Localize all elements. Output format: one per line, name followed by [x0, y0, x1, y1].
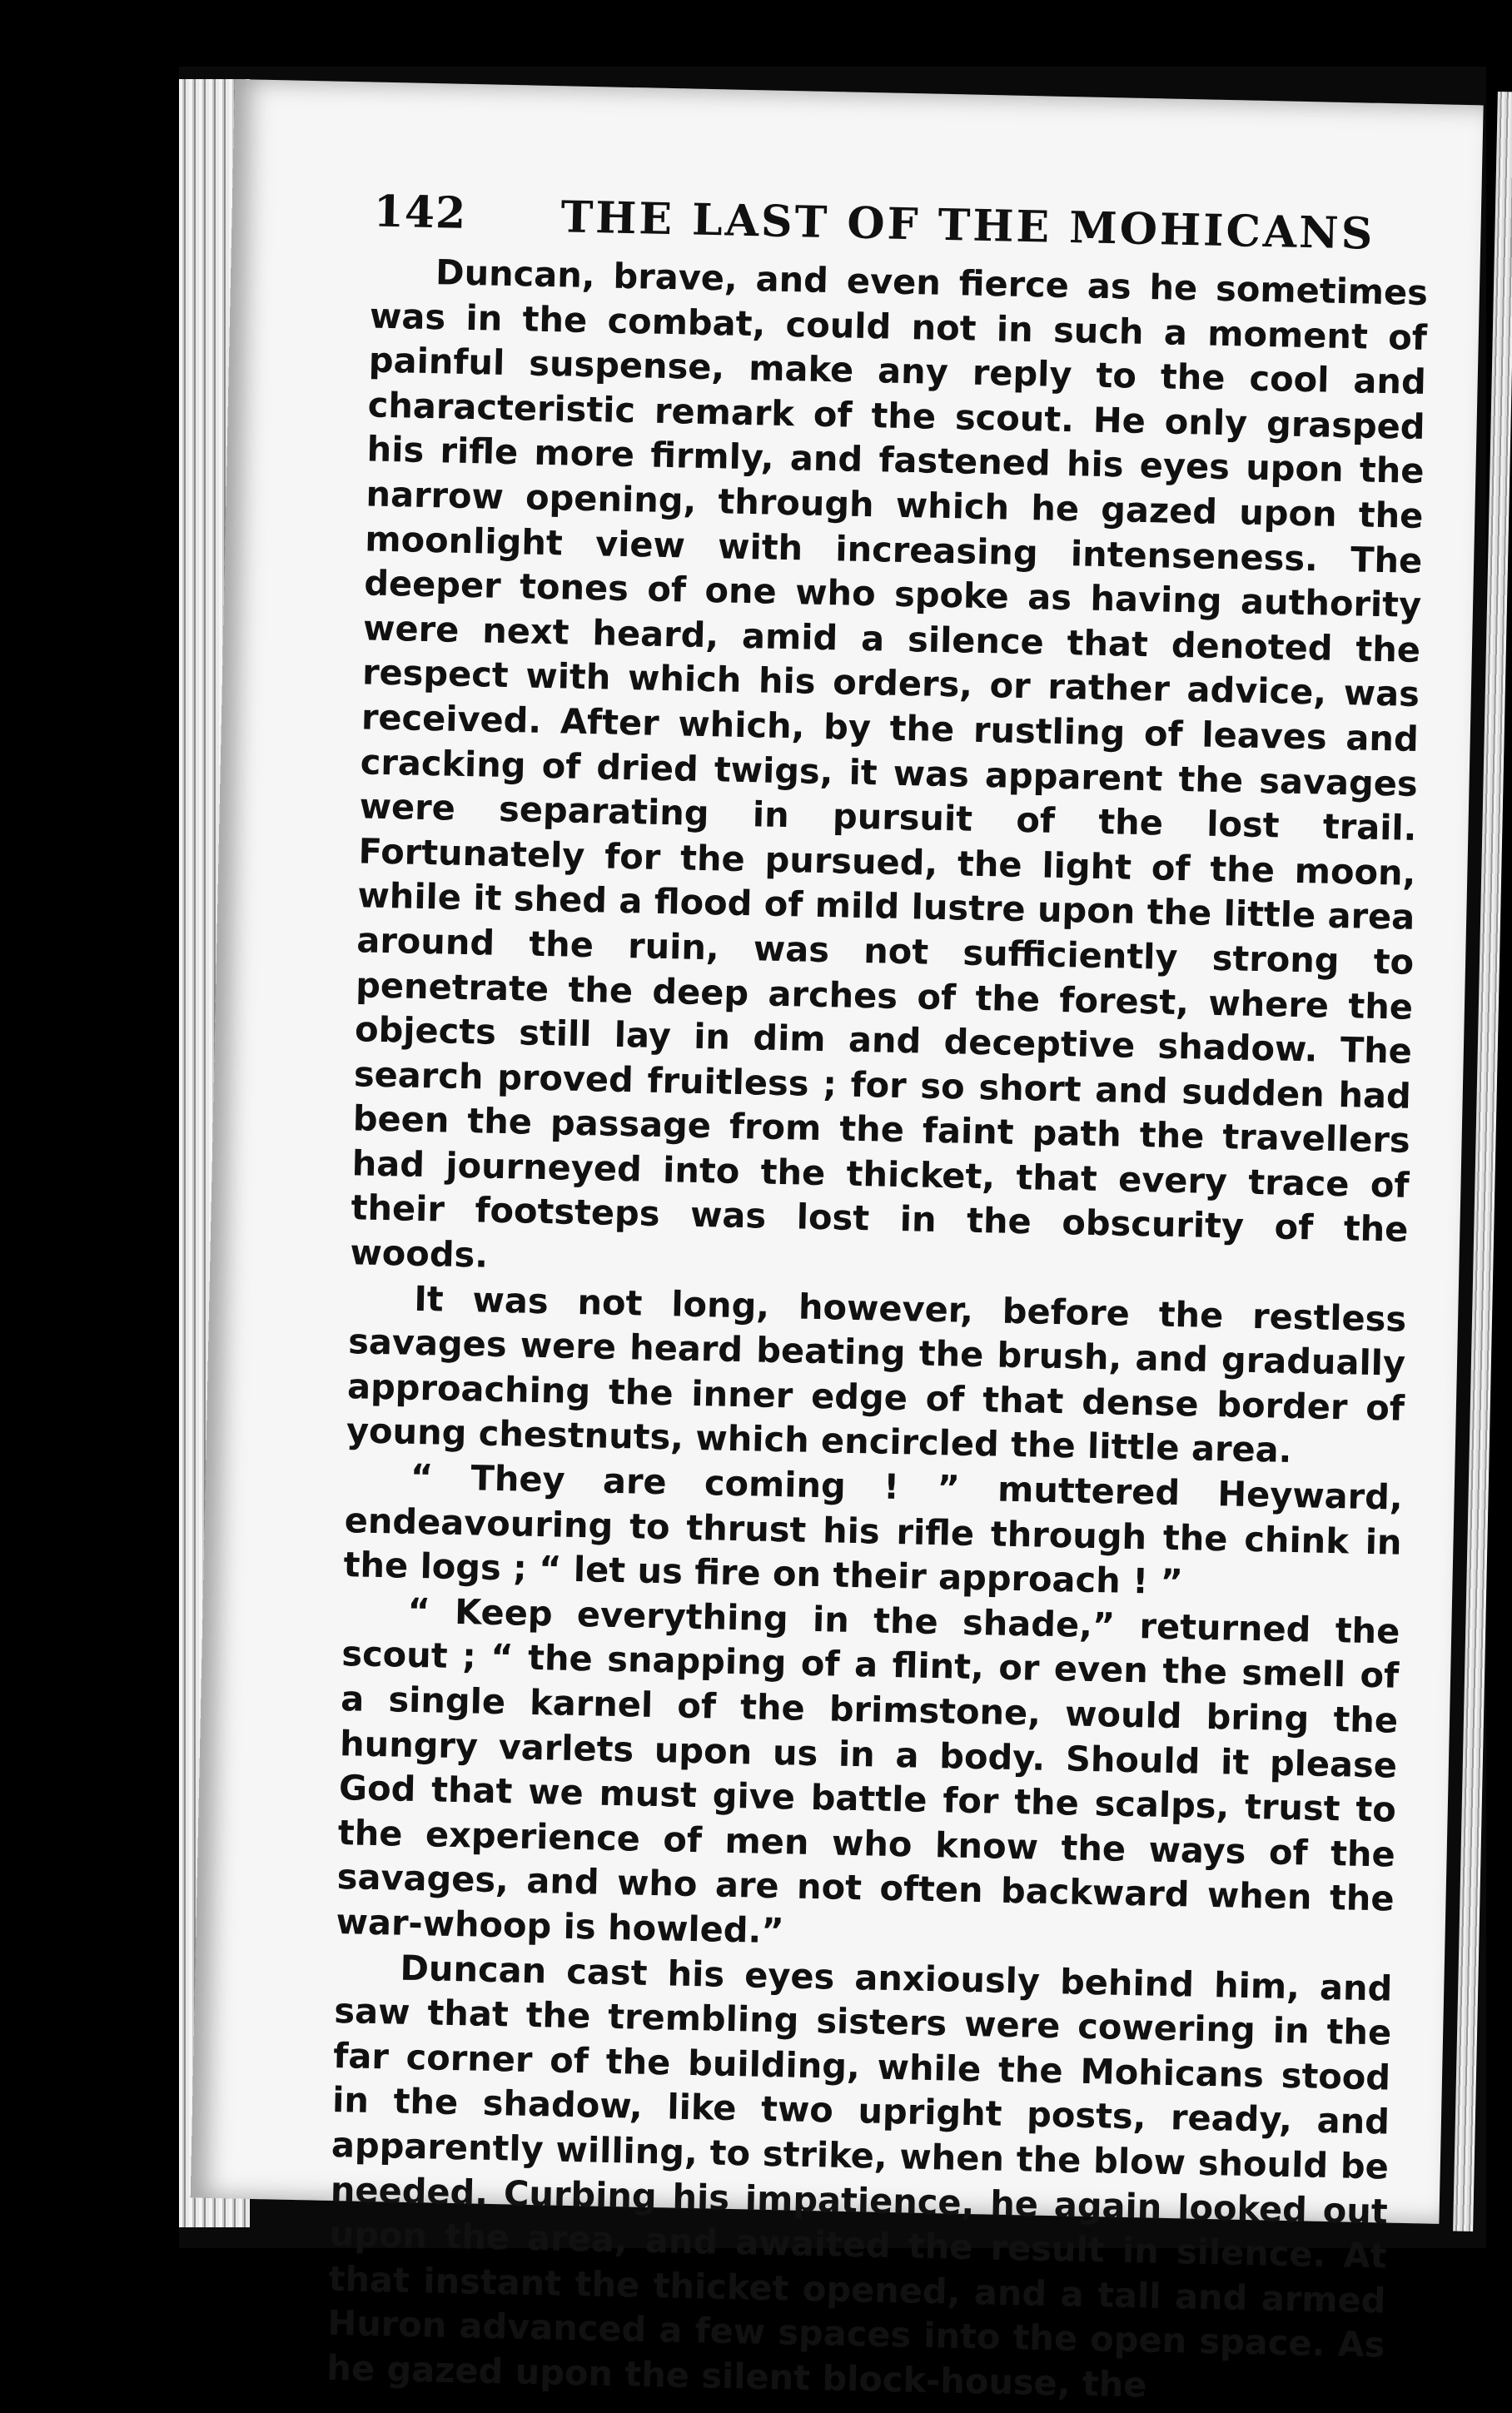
running-title: THE LAST OF THE MOHICANS: [560, 192, 1375, 260]
paragraph: “ Keep everything in the shade,” returned the scout ; “ the snapping of a flint, or even the smell of a single karnel of the brimstone, would bring the hungry varlets upon us in a body. Should it please God that we must give battle for the scalps, trust to the experience of men who know the ways of the savages, and who are not often backward when the war-whoop is howled.”: [336, 1590, 1400, 1952]
paragraph: Duncan cast his eyes anxiously behind him, and saw that the trembling sisters were cowering in the far corner of the building, while the Mohicans stood in the shadow, like two upright posts, ready, and apparently willing, to strike, when the blow should be needed. Curbing his impatience, he again looked out upon the area, and awaited the result in silence. At that instant the thicket opened, and a tall and armed Huron advanced a few spaces into the open space. As he gazed upon the silent block-house, the: [326, 1947, 1393, 2406]
paragraph: Duncan, brave, and even fierce as he sometimes was in the combat, could not in such a moment of painful suspense, make any reply to the cool and characteristic remark of the scout. He only grasped his rifle more firmly, and fastened his eyes upon the narrow opening, through which he gazed upon the moonlight view with increasing intenseness. The deeper tones of one who spoke as having authority were next heard, amid a silence that denoted the respect with which his orders, or rather advice, was received. After which, by the rustling of leaves and cracking of dried twigs, it was apparent the savages were separating in pursuit of the lost trail. Fortunately for the pursued, the light of the moon, while it shed a flood of mild lustre upon the little area around the ruin, was not sufficiently strong to penetrate the deep arches of the forest, where the objects still lay in dim and deceptive shadow. The search proved fruitless ; for so short and sudden had been the passage from the faint path the travellers had journeyed into the thicket, that every trace of their footsteps was lost in the obscurity of the woods.: [350, 251, 1429, 1276]
page-number: 142: [373, 186, 467, 239]
paragraph: “ They are coming ! ” muttered Heyward, endeavouring to thrust his rifle through the chink in the logs ; “ let us fire on their approach ! ”: [343, 1455, 1404, 1603]
book-page: [191, 79, 1484, 2406]
page-body: [326, 248, 1429, 2412]
paragraph: It was not long, however, before the restless savages were heard beating the brush, and gradually approaching the inner edge of that dense border of young chestnuts, which encircled the little area.: [346, 1277, 1407, 1471]
